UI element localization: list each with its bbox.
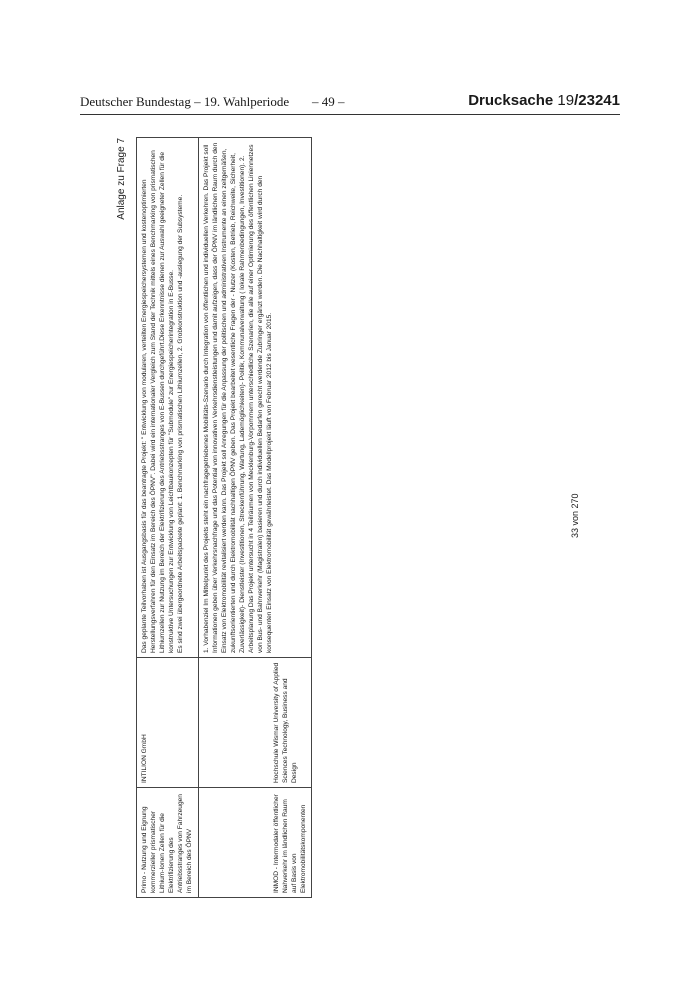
page-count: 33 von 270: [570, 493, 580, 538]
description-text: Das geplante Teilvorhaben ist Ausgangsbasis für das beantragte Projekt: " Entwicklung von modularen, verteilten Energiespeichersystemen und kostenoptimierten Herstellungsverfahren für den Einsatz im Bereich des ÖPNV". Dabei wird ein internationaler Vergleich zum Stand der Technik mittels eines Benchmarking von prismatischen Lithiumzellen zur Nutzung im Bereich der Elektrifizierung des Antriebsstranges von E-Bussen durchgeführt.Diese Erkenntnisse dienen zur Auswahl geeigneter Zellen für die konstruktive Untersuchungen zur Entwicklung von Leichtbaukonzepten für "Submodule" zur Energiespeicherintegration in E-Busse.: [141, 150, 176, 653]
page-number: – 49 –: [312, 94, 345, 109]
table-row: [198, 138, 311, 898]
projects-table: [136, 137, 312, 898]
parliament-period: Deutscher Bundestag – 19. Wahlperiode: [80, 94, 290, 109]
document-number-prefix: Drucksache: [468, 92, 558, 109]
project-title-cell: Primo - Nutzung und Eignung kommerzieller prismatischer Lithium-Ionen Zellen für die Elektrifizierung des Antriebsstranges von Fahrzeugen im Bereich des ÖPNV: [137, 788, 199, 898]
description-cell: [137, 138, 199, 658]
description-text: 1. Vorhabenziel Im Mittelpunkt des Projekts steht ein nachfragegetriebenes Mobilitäts-Szenario durch Integration von öffentlichen und individuellen Verkehren. Das Projekt soll Informationen geben über Verkehrsnachfrage und das Potential von innovativen Verkehrsdienstleistungen und damit aufzeigen, dass der ÖPNV im ländlichen Raum durch den Einsatz von Elektromobilität revitalisiert werden kann. Das Projekt soll Anregungen für die Anpassung der politischen und administrativen Instrumente an einen zeitgemäßen, zukunftsorientierten und durch Elektromobilität nachhaltigen ÖPNV geben. Das Projekt bearbeitet wesentliche Fragen der - Nutzer (Kosten, Betrieb, Reichweite, Sicherheit, Zuverlässigkeit)- Dienstleister (Investitionen, Streckenführung, Wartung, Lademöglichkeiten)- Politik, Kommunalverwaltung ( lokale Rahmenbedingungen, Investitionen). 2. Arbeitsplanung Das Projekt untersucht in 4 Teilräumen von Mecklenburg-Vorpommern unterschiedliche Szenarien, die alle auf einer Optimierung des öffentlichen Liniennetzes von Bus- und Bahnverkehr (Magistralen) basieren und durch individuellen Bedarfen gerecht werdende Zubringer ergänzt werden. Die Nachhaltigkeit wird durch den konsequenten Einsatz von Elektromobilität gewährleistet. Das Modellprojekt läuft von Februar 2012 bis Januar 2015.: [202, 142, 274, 653]
organization-cell: INTILION GmbH: [137, 658, 199, 788]
table-row: [137, 138, 199, 898]
page-header: [80, 92, 620, 115]
project-title-text: INMOD - Intermodaler öffentlicher Nahverkehr im ländlichen Raum auf Basis von Elektromobilitätskomponenten: [272, 794, 307, 893]
organization-text: Hochschule Wismar University of Applied Sciences Technology, Business and Design: [272, 662, 298, 783]
rotated-page-area: [108, 138, 588, 898]
document-number-period: 19: [557, 92, 575, 109]
organization-cell: [198, 658, 311, 788]
project-title-cell: [198, 788, 311, 898]
description-cell: [198, 138, 311, 658]
annex-label: Anlage zu Frage 7: [116, 138, 127, 220]
description-text-continued: Es sind zwei übergeordnete Arbeitspackete geplant: 1. Benchmarking von prismatischen Lithiumzellen, 2. Grobkonstruktion und -auslegung der Subsysteme.: [177, 194, 185, 653]
document-number: [468, 92, 620, 109]
document-number-suffix: /23241: [574, 92, 620, 109]
landscape-content: [108, 138, 588, 898]
